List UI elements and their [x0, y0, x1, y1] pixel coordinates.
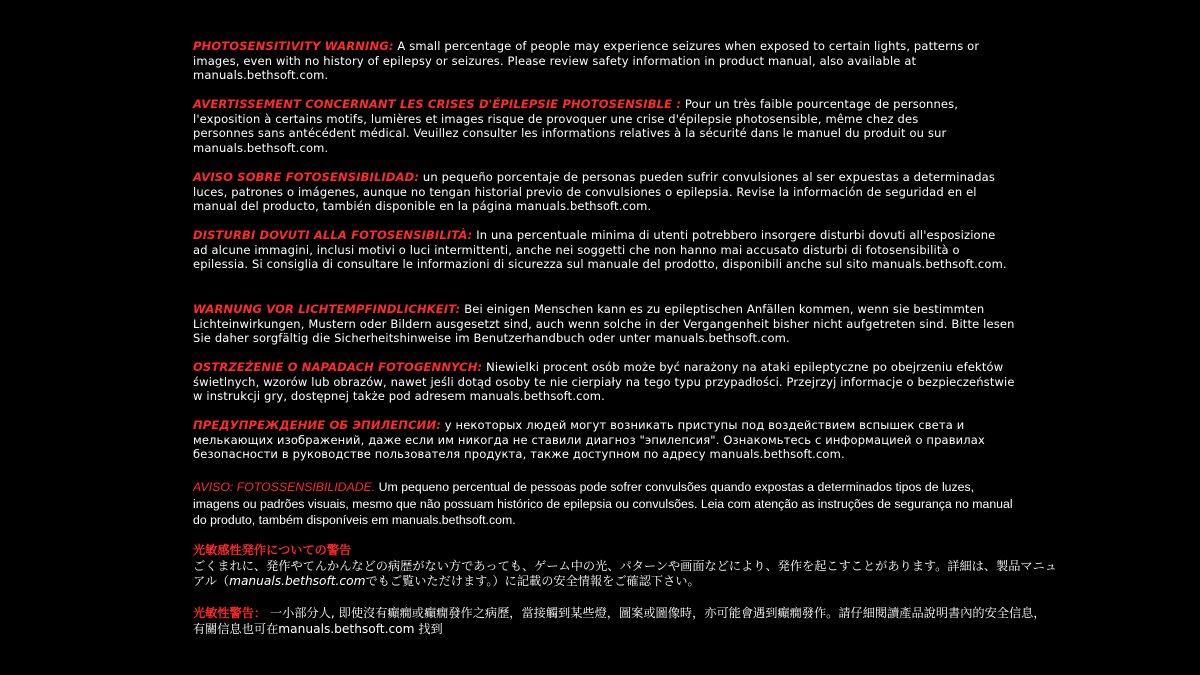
warning-japanese	[193, 543, 1063, 590]
warning-site-japanese: manuals.bethsoft.com	[229, 574, 366, 588]
warning-heading-english: PHOTOSENSITIVITY WARNING:	[193, 39, 394, 53]
warning-text-japanese-part1: ごくまれに、発作やてんかんなどの病歴がない方であっても、ゲーム中の光、パターンや画面などにより、発作を起こすことがあります。詳細は、製品マニュアル（	[193, 558, 1057, 588]
warning-italian	[193, 228, 1013, 272]
warning-text-german: Bei einigen Menschen kann es zu epileptischen Anfällen kommen, wenn sie bestimmten Lichteinwirkungen, Mustern oder Bildern ausgesetzt sind, auch wenn solche in der Vergangenheit bisher nicht aufgetreten sind. Bitte lesen Sie daher sorgfältig die Sicherheitshinweise im Benutzerhandbuch oder unter manuals.bethsoft.com.	[193, 302, 1015, 346]
warning-text-polish: Niewielki procent osób może być narażony na ataki epileptyczne po obejrzeniu efektów świetlnych, wzorów lub obrazów, nawet jeśli dotąd osoby te nie cierpiały na tego typu przypadłości. Przejrzyj informacje o bezpieczeństwie w instrukcji gry, dostępnej także pod adresem manuals.bethsoft.com.	[193, 360, 1015, 404]
warning-heading-spanish: AVISO SOBRE FOTOSENSIBILIDAD:	[193, 170, 420, 184]
warning-text-french: Pour un très faible pourcentage de personnes, l'exposition à certains motifs, lumières et images risque de provoquer une crise d'épilepsie photosensible, même chez des personnes sans antécédent médical. Veuillez consulter les informations relatives à la sécurité dans le manuel du produit ou sur manuals.bethsoft.com.	[193, 97, 959, 156]
warning-text-russian: у некоторых людей могут возникать приступы под воздействием вспышек света и мелькающих изображений, даже если им никогда не ставили диагноз "эпилепсия". Ознакомьтесь с информацией о правилах безопасности в руководстве пользователя продукта, также доступном по адресу manuals.bethsoft.com.	[193, 418, 985, 462]
warning-heading-portuguese: AVISO: FOTOSSENSIBILIDADE.	[193, 480, 376, 494]
warning-heading-russian: ПРЕДУПРЕЖДЕНИЕ ОБ ЭПИЛЕПСИИ:	[193, 418, 441, 432]
warning-german	[193, 302, 1023, 346]
warning-heading-polish: OSTRZEŻENIE O NAPADACH FOTOGENNYCH:	[193, 360, 483, 374]
warning-text-japanese-part2: でもご覧いただけます。）に記載の安全情報をご確認下さい。	[365, 574, 700, 588]
warning-french	[193, 97, 983, 156]
warning-text-portuguese: Um pequeno percentual de pessoas pode sofrer convulsões quando expostas a determinados tipos de luzes, imagens ou padrões visuais, mesmo que não possuam histórico de epilepsia ou convulsões. Leia com atenção as instruções de segurança no manual do produto, também disponíveis em manuals.bethsoft.com.	[193, 480, 1013, 527]
warning-text-english: A small percentage of people may experience seizures when exposed to certain lights, patterns or images, even with no history of epilepsy or seizures. Please review safety information in product manual, also available at manuals.bethsoft.com.	[193, 39, 980, 83]
warning-heading-japanese: 光敏感性発作についての警告	[193, 543, 352, 557]
warning-portuguese	[193, 479, 1023, 529]
warning-heading-italian: DISTURBI DOVUTI ALLA FOTOSENSIBILITÀ:	[193, 228, 473, 242]
warning-heading-french: AVERTISSEMENT CONCERNANT LES CRISES D'ÉPILEPSIE PHOTOSENSIBLE :	[193, 97, 682, 111]
warning-text-chinese: 一小部分人, 即使沒有癲癇或癲癇發作之病歷，當接觸到某些燈，圖案或圖像時，亦可能會遇到癲癇發作。請仔細閱讀產品說明書內的安全信息，有關信息也可在manuals.bethsoft.com 找到	[193, 606, 1046, 636]
warning-text-italian: In una percentuale minima di utenti potrebbero insorgere disturbi dovuti all'esposizione ad alcune immagini, inclusi motivi o luci intermittenti, anche nei soggetti che non hanno mai accusato disturbi di fotosensibilità o epilessia. Si consiglia di consultare le informazioni di sicurezza sul manuale del prodotto, disponibili anche sul sito manuals.bethsoft.com.	[193, 228, 1007, 272]
warning-text-spanish: un pequeño porcentaje de personas pueden sufrir convulsiones al ser expuestas a determinadas luces, patrones o imágenes, aunque no tengan historial previo de convulsiones o epilepsia. Revise la información de seguridad en el manual del producto, también disponible en la página manuals.bethsoft.com.	[193, 170, 995, 214]
warning-heading-chinese: 光敏性警告：	[193, 606, 267, 620]
warning-polish	[193, 360, 1023, 404]
warning-russian	[193, 418, 1013, 462]
warning-chinese	[193, 605, 1053, 637]
warning-english	[193, 39, 983, 83]
warning-heading-german: WARNUNG VOR LICHTEMPFINDLICHKEIT:	[193, 302, 461, 316]
warning-spanish	[193, 170, 1013, 214]
